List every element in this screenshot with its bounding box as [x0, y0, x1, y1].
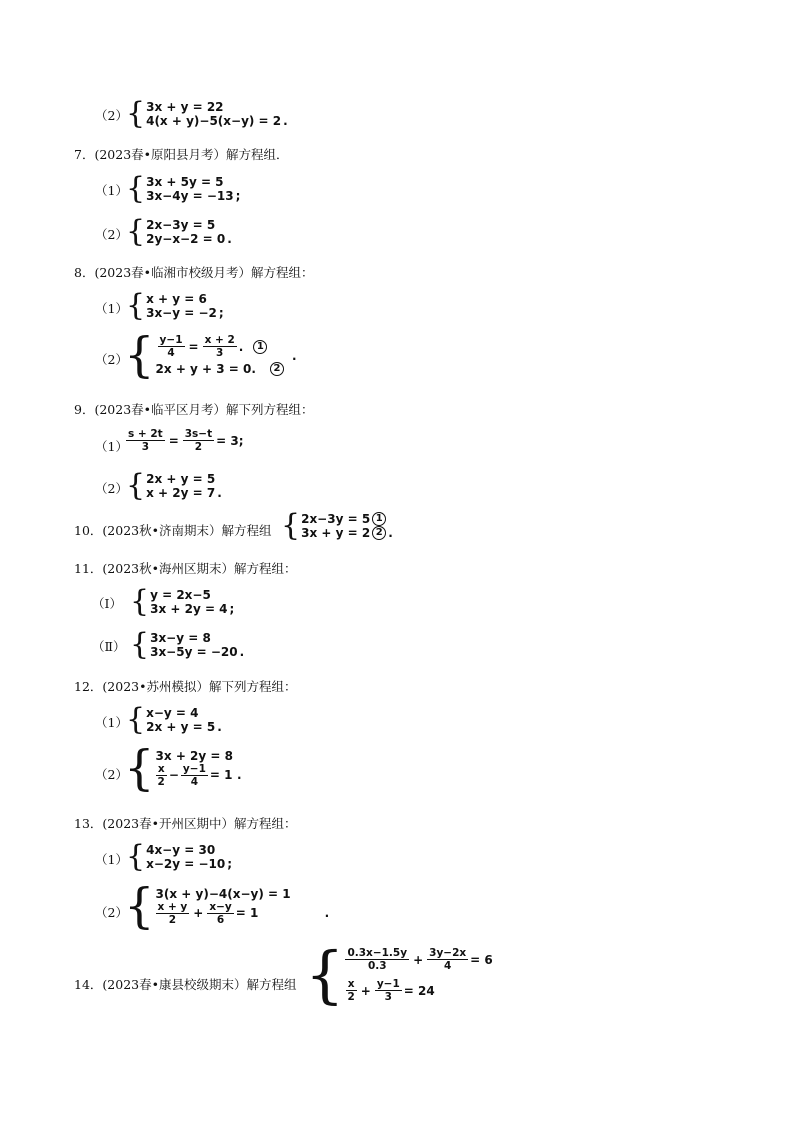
part-label: （2）	[95, 905, 128, 920]
part-label: （2）	[95, 108, 128, 123]
fraction: $\frac{3y-2x}{4}$	[429, 947, 467, 972]
equation-system: { 3x + 5y = 5 3x−4y = −13 ;	[126, 171, 241, 206]
fraction: $\frac{y-1}{3}$	[376, 978, 400, 1003]
fraction: $\frac{y-1}{4}$	[159, 334, 183, 359]
fraction: $\frac{s + 2t}{3}$	[128, 428, 163, 453]
fraction: $\frac{3s-t}{2}$	[184, 428, 213, 453]
equation-system: { 4x−y = 30 x−2y = −10 ;	[126, 839, 233, 874]
equation-system: { 2x−3y = 5 1 3x + y = 2 2 .	[281, 508, 393, 543]
equation: 3(x + y)−4(x−y) = 1	[155, 886, 291, 901]
part-label: （1）	[95, 301, 128, 316]
equation: $\frac{x}{2}$ + $\frac{y-1}{3}$ = 24	[347, 978, 435, 1003]
equation-system: { $\frac{0.3x-1.5y}{0.3}$ + $\frac{3y-2x}{4}$ = 6 $\frac{x}{2}$ + $\frac{y-1}{3}$ = 24	[305, 938, 493, 1011]
fraction: $\frac{x + 2}{3}$	[204, 334, 235, 359]
part-label: （2）	[95, 352, 128, 367]
part-label: （1）	[95, 439, 128, 454]
equation-system: { 2x−3y = 5 2y−x−2 = 0 .	[126, 214, 232, 249]
circled-number-marker: 2	[372, 526, 386, 540]
question-heading: 12．(2023•苏州模拟）解下列方程组：	[74, 679, 297, 694]
equation: 3x + y = 2 2 .	[301, 526, 393, 540]
equation: 3x + 2y = 4 ;	[150, 602, 235, 616]
question-heading: 10．(2023秋•济南期末）解方程组	[74, 523, 272, 538]
equation: 2x + y + 3 = 0. 2	[156, 362, 284, 376]
equation: 4(x + y)−5(x−y) = 2 .	[146, 114, 288, 128]
question-heading: 9．(2023春•临平区月考）解下列方程组：	[74, 402, 314, 417]
equation: y = 2x−5	[150, 588, 211, 602]
equation: 2y−x−2 = 0 .	[146, 232, 232, 246]
equation: 3x + 2y = 8	[155, 748, 233, 763]
part-label: （1）	[95, 183, 128, 198]
fraction: $\frac{x}{2}$	[347, 978, 355, 1003]
question-heading: 14．(2023春•康县校级期末）解方程组	[74, 977, 297, 992]
equation: 3x + 5y = 5	[146, 175, 224, 189]
equation: x−y = 4	[146, 706, 199, 720]
equation-system: { x−y = 4 2x + y = 5 .	[126, 702, 222, 737]
equation: x + y = 6	[146, 292, 207, 306]
equation: $\frac{y-1}{4}$ = $\frac{x + 2}{3}$ . 1	[156, 334, 284, 359]
equation-system: { 3x + 2y = 8 $\frac{x}{2}$ − $\frac{y-1}{4}$ = 1 .	[124, 740, 242, 796]
part-label: （1）	[95, 715, 128, 730]
equation: $\frac{s + 2t}{3}$ = $\frac{3s-t}{2}$ = 3;	[128, 428, 244, 453]
equation: 3x−4y = −13 ;	[146, 189, 241, 203]
part-label: （2）	[95, 227, 128, 242]
equation: 2x + y = 5	[146, 472, 216, 486]
equation: 3x−5y = −20 .	[150, 645, 245, 659]
question-heading: 11．(2023秋•海州区期末）解方程组：	[74, 561, 297, 576]
question-heading: 13．(2023春•开州区期中）解方程组：	[74, 816, 297, 831]
part-label: （1）	[95, 852, 128, 867]
part-label: （2）	[95, 481, 128, 496]
part-label: （Ⅰ）	[92, 596, 122, 611]
equation: $\frac{0.3x-1.5y}{0.3}$ + $\frac{3y-2x}{4}$ = 6	[347, 947, 493, 972]
equation: 3x−y = 8	[150, 631, 211, 645]
fraction: $\frac{x}{2}$	[157, 762, 165, 788]
fraction: $\frac{y-1}{4}$	[182, 762, 206, 788]
equation: x + 2y = 7 .	[146, 486, 222, 500]
fraction: $\frac{x + y}{2}$	[157, 900, 188, 926]
fraction: $\frac{0.3x-1.5y}{0.3}$	[347, 947, 408, 972]
equation: 2x−3y = 5	[146, 218, 216, 232]
equation-system: { 3x + y = 22 4(x + y)−5(x−y) = 2 .	[126, 96, 288, 131]
equation-system: { 3x−y = 8 3x−5y = −20 .	[130, 627, 245, 662]
part-label: （2）	[95, 767, 128, 782]
equation: $\frac{x}{2}$ − $\frac{y-1}{4}$ = 1	[157, 762, 233, 788]
equation: $\frac{x + y}{2}$ + $\frac{x-y}{6}$ = 1	[157, 900, 259, 926]
question-heading: 7．(2023春•原阳县月考）解方程组．	[74, 147, 289, 162]
equation-system: { y = 2x−5 3x + 2y = 4 ;	[130, 584, 235, 619]
part-label: （Ⅱ）	[92, 639, 126, 654]
equation: 2x + y = 5 .	[146, 720, 222, 734]
question-heading: 8．(2023春•临湘市校级月考）解方程组：	[74, 265, 314, 280]
equation-system: { $\frac{y-1}{4}$ = $\frac{x + 2}{3}$ . 1 2x + y + 3 = 0. 2 .	[124, 327, 297, 383]
circled-number-marker: 2	[270, 362, 284, 376]
equation: 3x−y = −2 ;	[146, 306, 224, 320]
equation: 3x + y = 22	[146, 100, 224, 114]
circled-number-marker: 1	[372, 512, 386, 526]
equation-system: { x + y = 6 3x−y = −2 ;	[126, 288, 224, 323]
equation: 4x−y = 30	[146, 843, 216, 857]
equation: 2x−3y = 5 1	[301, 512, 393, 526]
circled-number-marker: 1	[253, 340, 267, 354]
equation: x−2y = −10 ;	[146, 857, 233, 871]
equation-system: { 3(x + y)−4(x−y) = 1 $\frac{x + y}{2}$ + $\frac{x-y}{6}$ = 1 .	[124, 878, 330, 934]
fraction: $\frac{x-y}{6}$	[209, 900, 232, 926]
equation-system: { 2x + y = 5 x + 2y = 7 .	[126, 468, 222, 503]
